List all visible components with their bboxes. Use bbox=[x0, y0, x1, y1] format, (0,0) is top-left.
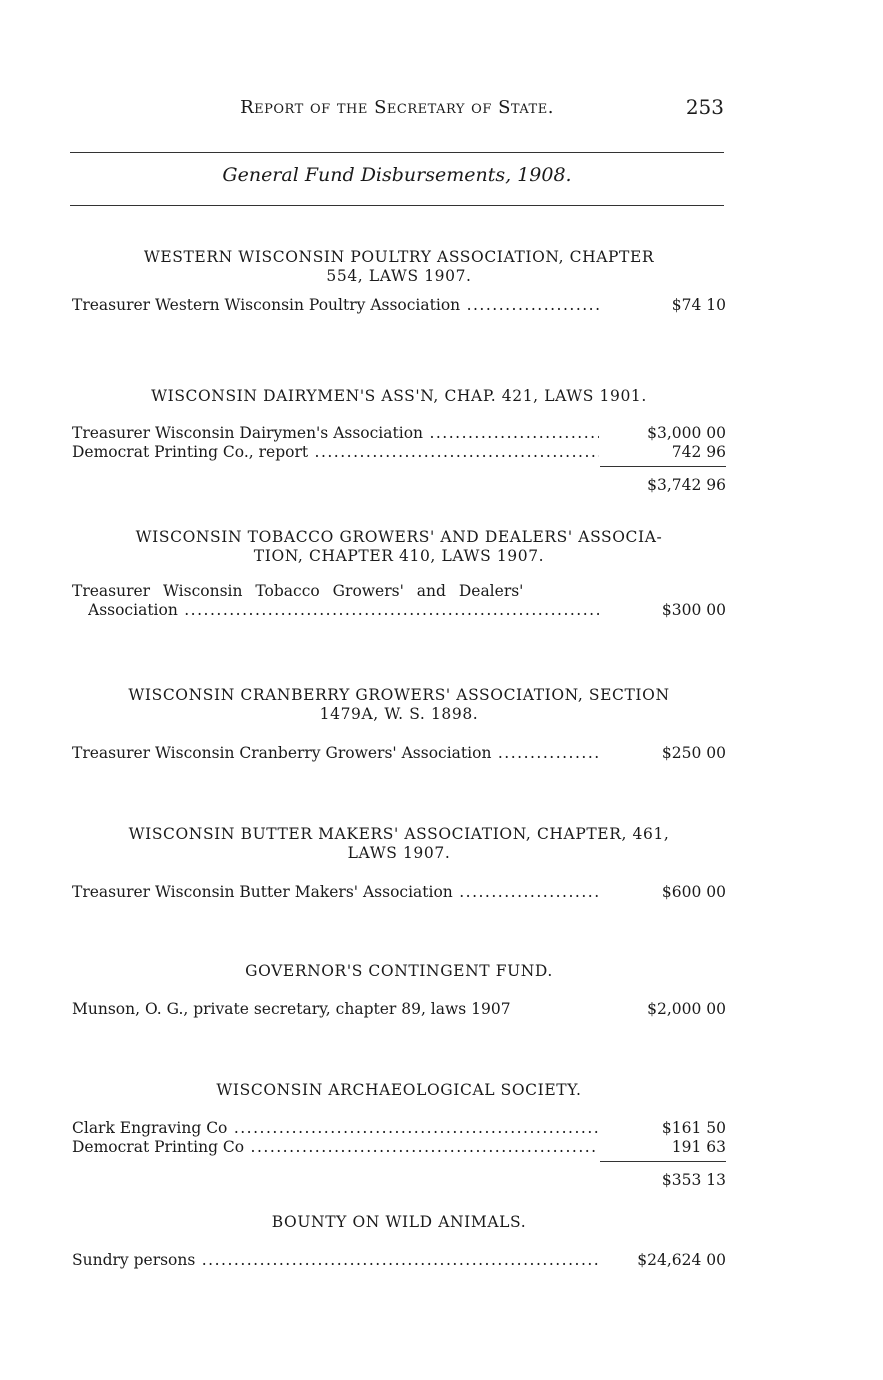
entry-label: Democrat Printing Co., report ..... bbox=[72, 443, 599, 462]
entry-amount: $3,000 00 bbox=[647, 424, 726, 442]
entry-amount: 742 96 bbox=[671, 443, 726, 461]
section-title-line: WISCONSIN TOBACCO GROWERS' AND DEALERS' ASSOCIA- bbox=[135, 528, 663, 546]
running-title: Report of the Secretary of State. bbox=[240, 97, 554, 118]
section-cranberry bbox=[72, 686, 726, 763]
ledger-entry bbox=[72, 296, 726, 315]
section-title-line: BOUNTY ON WILD ANIMALS. bbox=[271, 1213, 527, 1231]
section-title bbox=[72, 387, 726, 406]
entry-amount: $300 00 bbox=[661, 601, 726, 619]
section-title-line: WISCONSIN BUTTER MAKERS' ASSOCIATION, CHAPTER, 461, bbox=[128, 825, 670, 843]
section-title-line: 554, LAWS 1907. bbox=[326, 267, 472, 285]
page-subtitle: General Fund Disbursements, 1908. bbox=[222, 164, 572, 186]
ledger-entry bbox=[72, 744, 726, 763]
section-bounty bbox=[72, 1213, 726, 1270]
entry-label: Treasurer Wisconsin Dairymen's Association ..... bbox=[72, 424, 599, 443]
total-amount: $353 13 bbox=[661, 1171, 726, 1189]
section-archaeological bbox=[72, 1081, 726, 1190]
total-rule bbox=[600, 466, 726, 468]
top-rule bbox=[70, 152, 724, 153]
ledger-entry bbox=[72, 443, 726, 462]
running-head bbox=[70, 97, 724, 123]
section-title-line: WISCONSIN ARCHAEOLOGICAL SOCIETY. bbox=[216, 1081, 582, 1099]
section-total bbox=[72, 476, 726, 495]
ledger-entry bbox=[72, 424, 726, 443]
section-title-line: 1479A, W. S. 1898. bbox=[319, 705, 479, 723]
ledger-entry bbox=[72, 883, 726, 902]
section-title bbox=[72, 686, 726, 724]
ledger-entry bbox=[72, 1138, 726, 1157]
entry-label-continued: Association ..... bbox=[88, 601, 599, 620]
section-title-line: LAWS 1907. bbox=[347, 844, 451, 862]
section-total bbox=[72, 1171, 726, 1190]
section-poultry bbox=[72, 248, 726, 315]
section-title-line: WESTERN WISCONSIN POULTRY ASSOCIATION, CHAPTER bbox=[143, 248, 655, 266]
section-title bbox=[72, 248, 726, 286]
total-amount: $3,742 96 bbox=[647, 476, 726, 494]
section-title-line: WISCONSIN CRANBERRY GROWERS' ASSOCIATION, SECTION bbox=[128, 686, 670, 704]
entry-amount: $24,624 00 bbox=[637, 1251, 726, 1269]
total-rule bbox=[600, 1161, 726, 1163]
entry-amount: $161 50 bbox=[661, 1119, 726, 1137]
entry-label: Treasurer Wisconsin Tobacco Growers' and Dealers' bbox=[72, 582, 524, 600]
entry-label: Treasurer Wisconsin Butter Makers' Association ..... bbox=[72, 883, 599, 902]
section-governors-fund bbox=[72, 962, 726, 1019]
page-number: 253 bbox=[685, 95, 724, 119]
ledger-entry bbox=[72, 1119, 726, 1138]
section-title bbox=[72, 962, 726, 981]
section-title-line: GOVERNOR'S CONTINGENT FUND. bbox=[245, 962, 553, 980]
section-dairymen bbox=[72, 387, 726, 495]
entry-label: Clark Engraving Co ..... bbox=[72, 1119, 599, 1138]
ledger-entry-line1 bbox=[72, 582, 726, 601]
ledger-entry bbox=[72, 1251, 726, 1270]
entry-label: Sundry persons ..... bbox=[72, 1251, 599, 1270]
ledger-entry bbox=[72, 1000, 726, 1019]
entry-amount: $74 10 bbox=[671, 296, 726, 314]
ledger-entry-line2 bbox=[72, 601, 726, 620]
entry-label: Treasurer Wisconsin Cranberry Growers' Association ..... bbox=[72, 744, 599, 763]
subtitle-rule bbox=[70, 205, 724, 206]
entry-label: Democrat Printing Co ..... bbox=[72, 1138, 599, 1157]
section-title-line: TION, CHAPTER 410, LAWS 1907. bbox=[253, 547, 545, 565]
entry-amount: 191 63 bbox=[671, 1138, 726, 1156]
section-title bbox=[72, 528, 726, 566]
entry-amount: $2,000 00 bbox=[647, 1000, 726, 1018]
section-butter-makers bbox=[72, 825, 726, 902]
section-title bbox=[72, 1213, 726, 1232]
section-title-line: WISCONSIN DAIRYMEN'S ASS'N, CHAP. 421, LAWS 1901. bbox=[151, 387, 647, 405]
entry-amount: $250 00 bbox=[661, 744, 726, 762]
section-title bbox=[72, 1081, 726, 1100]
section-title bbox=[72, 825, 726, 863]
entry-label: Treasurer Western Wisconsin Poultry Association ..... bbox=[72, 296, 599, 315]
section-tobacco bbox=[72, 528, 726, 620]
entry-amount: $600 00 bbox=[661, 883, 726, 901]
entry-label: Munson, O. G., private secretary, chapter 89, laws 1907 bbox=[72, 1000, 511, 1018]
